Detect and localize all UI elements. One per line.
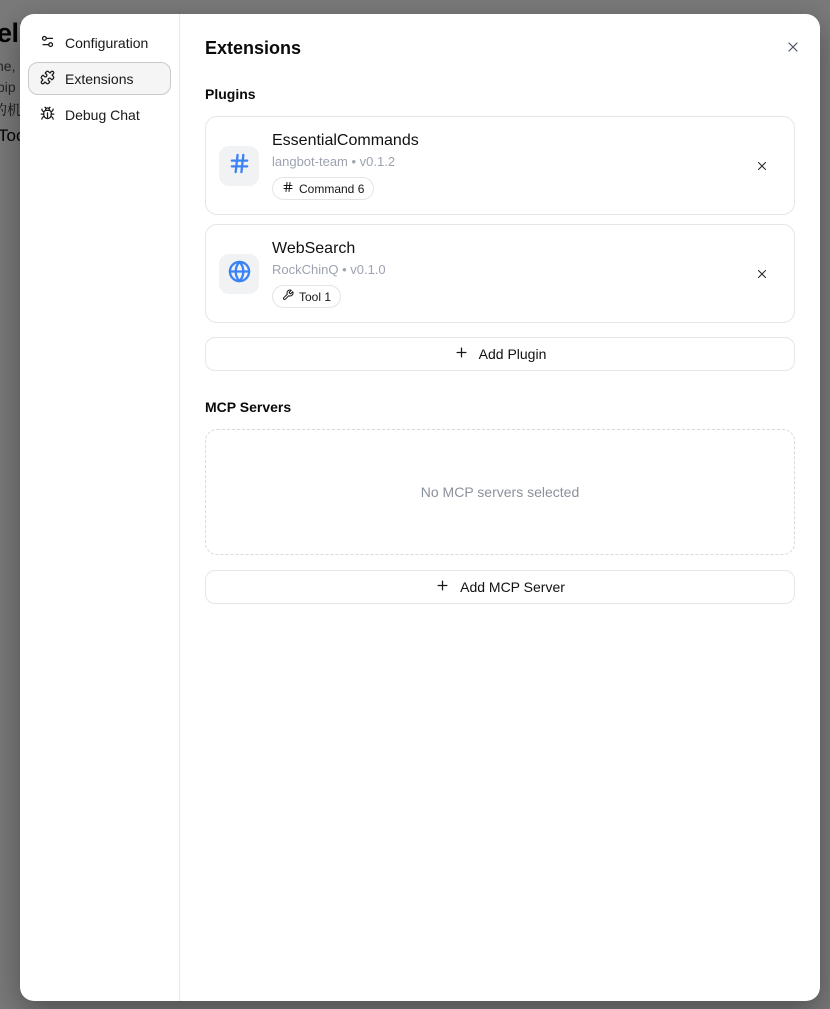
plus-icon — [435, 578, 450, 596]
wrench-icon — [282, 289, 294, 304]
plugin-name: WebSearch — [272, 240, 356, 257]
settings-icon — [40, 34, 55, 52]
dialog-sidebar — [20, 14, 180, 1001]
mcp-empty-text: No MCP servers selected — [420, 484, 580, 500]
plus-icon — [454, 345, 469, 363]
plugin-info — [272, 239, 386, 308]
add-plugin-label: Add Plugin — [478, 346, 547, 362]
plugin-meta: RockChinQ • v0.1.0 — [272, 262, 386, 277]
add-mcp-server-label: Add MCP Server — [460, 579, 565, 595]
remove-plugin-icon[interactable] — [755, 267, 769, 281]
sidebar-item-debug-chat[interactable] — [28, 98, 171, 131]
plugin-info — [272, 131, 419, 200]
add-plugin-button[interactable] — [205, 337, 795, 371]
plugin-tool-badge — [272, 285, 341, 308]
globe-icon — [228, 260, 251, 288]
dialog-content — [180, 14, 820, 1001]
hash-icon — [282, 181, 294, 196]
plugin-meta: langbot-team • v0.1.2 — [272, 154, 396, 169]
mcp-servers-heading: MCP Servers — [205, 399, 292, 415]
plugin-card-essentialcommands — [205, 116, 795, 215]
plugin-command-badge — [272, 177, 374, 200]
bug-icon — [40, 106, 55, 124]
sidebar-item-label: Configuration — [65, 34, 149, 51]
plugin-card-websearch — [205, 224, 795, 323]
sidebar-item-extensions[interactable] — [28, 62, 171, 95]
hash-icon — [228, 152, 251, 180]
puzzle-icon — [40, 70, 55, 88]
close-icon[interactable] — [785, 39, 801, 55]
sidebar-item-configuration[interactable] — [28, 26, 171, 59]
plugin-tile — [219, 254, 259, 294]
badge-label: Tool 1 — [299, 289, 332, 304]
plugins-heading: Plugins — [205, 86, 256, 102]
page-title: Extensions — [205, 38, 302, 58]
mcp-empty-state — [205, 429, 795, 555]
badge-label: Command 6 — [299, 181, 365, 196]
sidebar-item-label: Debug Chat — [65, 106, 140, 123]
plugin-tile — [219, 146, 259, 186]
plugin-name: EssentialCommands — [272, 132, 419, 149]
remove-plugin-icon[interactable] — [755, 159, 769, 173]
extensions-dialog — [20, 14, 820, 1001]
sidebar-item-label: Extensions — [65, 70, 134, 87]
add-mcp-server-button[interactable] — [205, 570, 795, 604]
